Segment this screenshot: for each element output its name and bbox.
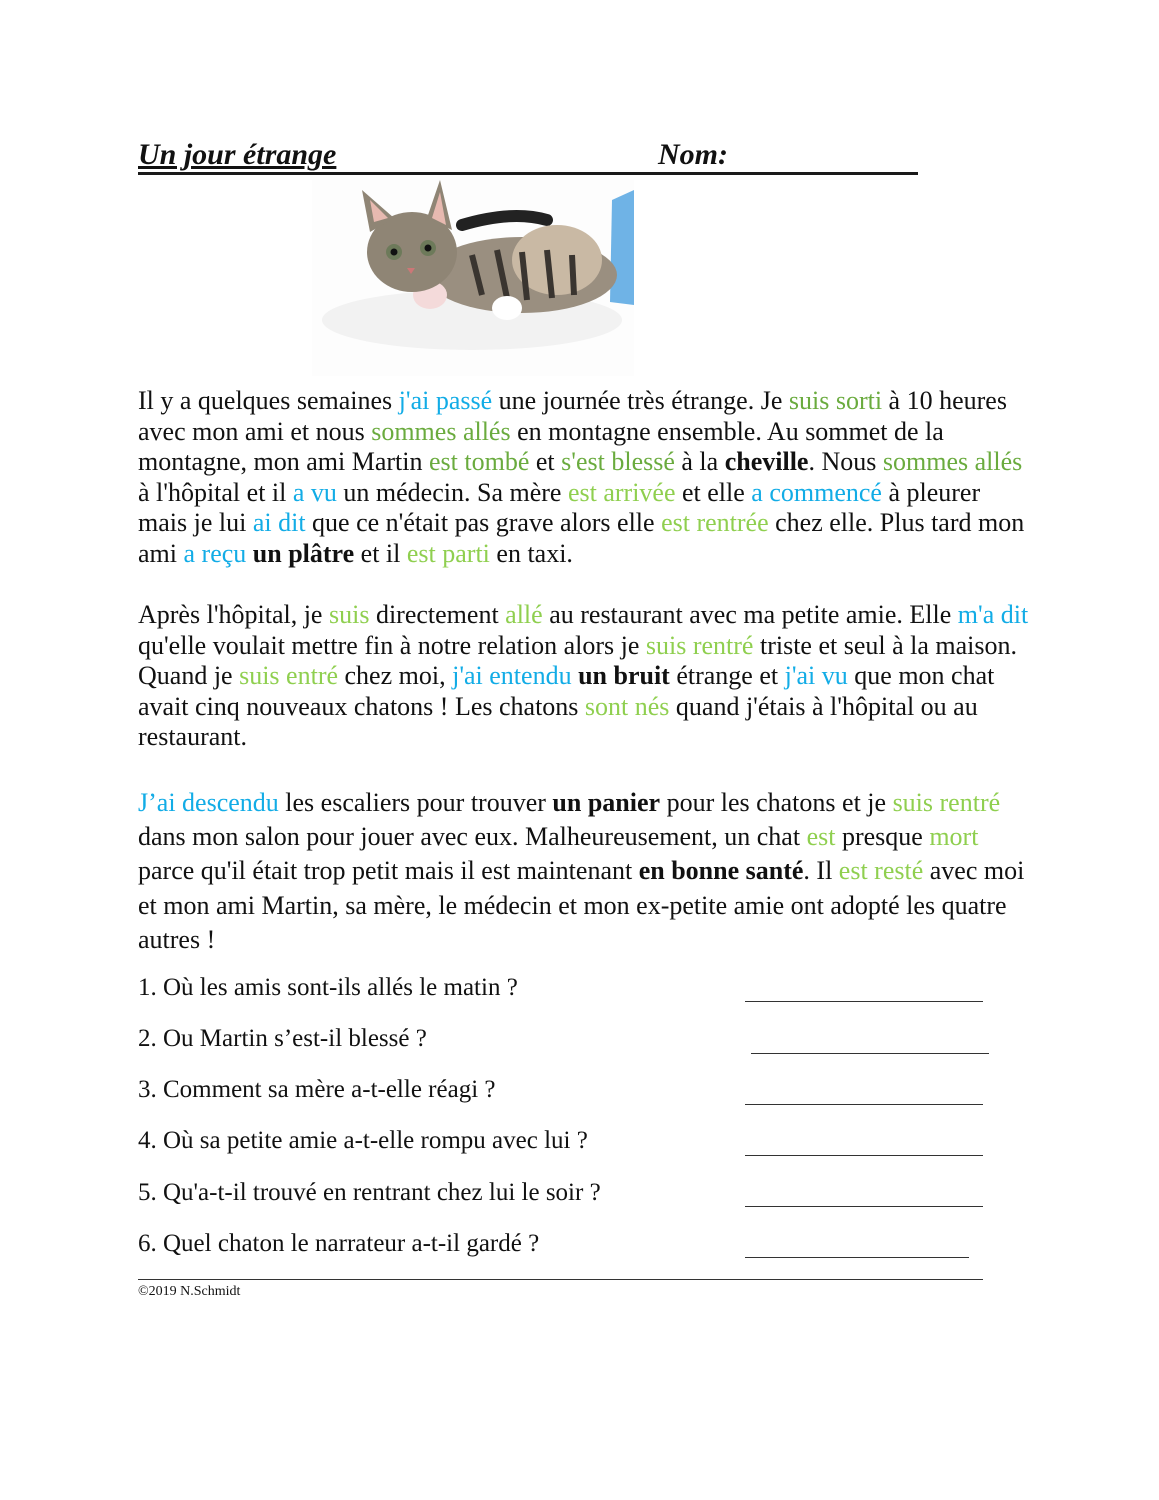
- passe-compose-etre: suis sorti: [788, 386, 883, 415]
- text-segment: étrange et: [669, 661, 785, 691]
- text-segment: à la: [674, 447, 725, 477]
- passe-compose-etre: mort: [929, 822, 979, 852]
- text-segment: quand j'étais à l'hôpital ou au restaurant.: [138, 691, 978, 752]
- text-segment: triste et seul à la maison. Quand je: [138, 630, 1018, 691]
- worksheet-title: Un jour étrange: [138, 138, 337, 171]
- text-segment: qu'elle voulait mettre fin à notre relation alors je: [138, 630, 646, 660]
- passe-compose-avoir: j'ai vu: [784, 661, 848, 691]
- story-paragraph-3: [138, 786, 1030, 957]
- bold-vocab: un bruit: [578, 661, 670, 691]
- passe-compose-avoir: j'ai entendu: [452, 661, 572, 691]
- bold-vocab: cheville: [724, 447, 809, 477]
- text-segment: au restaurant avec ma petite amie. Elle: [542, 600, 958, 629]
- answer-blank-6[interactable]: [745, 1256, 969, 1258]
- text-segment: que mon chat avait cinq nouveaux chatons ! Les chatons: [138, 661, 995, 721]
- passe-compose-etre: est resté: [838, 856, 924, 886]
- passe-compose-etre: est tombé: [429, 447, 530, 477]
- passe-compose-etre: est arrivée: [567, 477, 676, 507]
- name-label: Nom:: [658, 138, 728, 171]
- text-segment: dans mon salon pour jouer avec eux. Malheureusement, un chat: [138, 822, 807, 852]
- text-segment: et: [529, 447, 562, 477]
- text-segment: les escaliers pour trouver: [278, 788, 553, 817]
- passe-compose-etre: est parti: [406, 538, 490, 568]
- question-4: 4. Où sa petite amie a-t-elle rompu avec lui ?: [138, 1127, 588, 1154]
- text-segment: et elle: [675, 477, 752, 507]
- bold-vocab: un panier: [552, 788, 661, 817]
- answer-blank-4[interactable]: [745, 1154, 983, 1156]
- text-segment: chez moi,: [338, 661, 453, 691]
- passe-compose-etre: suis entré: [239, 661, 339, 691]
- text-segment: un médecin. Sa mère: [336, 477, 568, 507]
- passe-compose-etre: suis rentré: [892, 788, 1001, 817]
- answer-blank-3[interactable]: [745, 1103, 983, 1105]
- passe-compose-etre: sont nés: [584, 691, 670, 721]
- footer-divider: [138, 1279, 983, 1280]
- question-3: 3. Comment sa mère a-t-elle réagi ?: [138, 1076, 496, 1103]
- passe-compose-avoir: a vu: [292, 477, 337, 507]
- question-2: 2. Ou Martin s’est-il blessé ?: [138, 1025, 427, 1052]
- passe-compose-etre: sommes allés: [882, 447, 1023, 477]
- bold-vocab: en bonne santé: [638, 856, 804, 886]
- question-6: 6. Quel chaton le narrateur a-t-il gardé ?: [138, 1230, 540, 1257]
- passe-compose-avoir: J’ai descendu: [138, 788, 279, 817]
- text-segment: Il y a quelques semaines: [138, 386, 399, 415]
- text-segment: à l'hôpital et il: [138, 477, 293, 507]
- passe-compose-etre: s'est blessé: [561, 447, 675, 477]
- text-segment: et il: [354, 538, 407, 568]
- text-segment: directement: [369, 600, 506, 629]
- bold-vocab: un plâtre: [252, 538, 355, 568]
- text-segment: à 10 heures avec mon ami et nous: [138, 386, 1007, 446]
- text-segment: presque: [835, 822, 930, 852]
- passe-compose-avoir: ai dit: [252, 508, 306, 538]
- story-paragraph-1: [138, 386, 1030, 570]
- passe-compose-avoir: a commencé: [751, 477, 882, 507]
- copyright: ©2019 N.Schmidt: [138, 1284, 241, 1299]
- text-segment: une journée très étrange. Je: [492, 386, 789, 415]
- passe-compose-avoir: a reçu: [183, 538, 247, 568]
- text-segment: en montagne ensemble. Au sommet de la montagne, mon ami Martin: [138, 416, 944, 477]
- text-segment: avec moi et mon ami Martin, sa mère, le médecin et mon ex-petite amie ont adopté les quatre autres !: [138, 856, 1025, 954]
- text-segment: en taxi.: [489, 538, 573, 568]
- text-segment: Après l'hôpital, je: [138, 600, 329, 629]
- answer-blank-2[interactable]: [751, 1052, 989, 1054]
- text-segment: . Nous: [808, 447, 883, 477]
- text-segment: à pleurer mais je lui: [138, 477, 981, 538]
- passe-compose-avoir: m'a dit: [957, 600, 1029, 629]
- text-segment: . Il: [803, 856, 839, 886]
- story-paragraph-2: [138, 600, 1030, 753]
- passe-compose-etre: allé: [505, 600, 543, 629]
- passe-compose-etre: est: [806, 822, 836, 852]
- question-5: 5. Qu'a-t-il trouvé en rentrant chez lui le soir ?: [138, 1179, 601, 1206]
- passe-compose-etre: sommes allés: [371, 416, 511, 446]
- question-1: 1. Où les amis sont-ils allés le matin ?: [138, 974, 518, 1001]
- passe-compose-avoir: j'ai passé: [398, 386, 493, 415]
- text-segment: chez elle. Plus tard mon ami: [138, 508, 1025, 568]
- worksheet-header: [138, 138, 918, 175]
- passe-compose-etre: est rentrée: [661, 508, 769, 538]
- text-segment: parce qu'il était trop petit mais il est maintenant: [138, 856, 639, 886]
- kitten-photo: [312, 180, 634, 376]
- text-segment: pour les chatons et je: [660, 788, 893, 817]
- passe-compose-etre: suis rentré: [645, 630, 754, 660]
- passe-compose-etre: suis: [328, 600, 370, 629]
- text-segment: que ce n'était pas grave alors elle: [305, 508, 662, 538]
- answer-blank-5[interactable]: [745, 1205, 983, 1207]
- answer-blank-1[interactable]: [745, 1000, 983, 1002]
